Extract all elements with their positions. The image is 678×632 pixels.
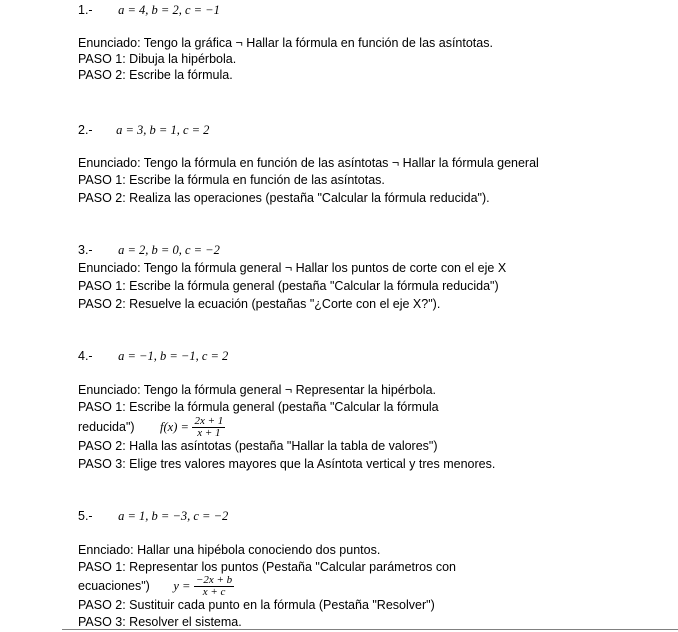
exercise-5-fraction bbox=[194, 575, 234, 598]
exercise-4-header bbox=[78, 348, 228, 364]
exercise-3-header bbox=[78, 242, 220, 258]
exercise-5-statement: Ennciado: Hallar una hipébola conociendo dos puntos. bbox=[78, 543, 381, 557]
exercise-2-statement: Enunciado: Tengo la fórmula en función de las asíntotas ¬ Hallar la fórmula general bbox=[78, 156, 539, 170]
exercise-5-step-1: PASO 1: Representar los puntos (Pestaña "Calcular parámetros con bbox=[78, 560, 457, 574]
exercise-1-number: 1.- bbox=[78, 3, 93, 17]
exercise-1-step-1: PASO 1: Dibuja la hipérbola. bbox=[78, 52, 237, 66]
exercise-4-fraction-denominator: x + 1 bbox=[197, 427, 221, 440]
exercise-4-fx-label: f(x) = bbox=[160, 420, 189, 434]
exercise-4-number: 4.- bbox=[78, 349, 93, 363]
exercise-5-fraction-denominator: x + c bbox=[202, 586, 226, 599]
exercise-2-step-2: PASO 2: Realiza las operaciones (pestaña "Calcular la fórmula reducida"). bbox=[78, 191, 490, 205]
exercise-5-fraction-numerator: −2x + b bbox=[195, 574, 233, 587]
exercise-1-header bbox=[78, 2, 220, 18]
exercise-2-step-1: PASO 1: Escribe la fórmula en función de las asíntotas. bbox=[78, 173, 385, 187]
exercise-5-step-1-cont bbox=[78, 573, 234, 599]
exercise-5-step-1-tail: ecuaciones") bbox=[78, 579, 150, 593]
exercise-3-params: a = 2, b = 0, c = −2 bbox=[118, 243, 220, 257]
exercise-4-params: a = −1, b = −1, c = 2 bbox=[118, 349, 229, 363]
exercise-4-step-2: PASO 2: Halla las asíntotas (pestaña "Hallar la tabla de valores") bbox=[78, 439, 438, 453]
exercise-4-fraction-numerator: 2x + 1 bbox=[194, 415, 224, 428]
exercise-5-params: a = 1, b = −3, c = −2 bbox=[118, 509, 229, 523]
exercise-1-params: a = 4, b = 2, c = −1 bbox=[118, 3, 220, 17]
exercise-1-step-2: PASO 2: Escribe la fórmula. bbox=[78, 68, 233, 82]
exercise-2-header bbox=[78, 122, 209, 138]
exercise-4-step-1-tail: reducida") bbox=[78, 420, 135, 434]
exercise-3-statement: Enunciado: Tengo la fórmula general ¬ Hallar los puntos de corte con el eje X bbox=[78, 261, 507, 275]
exercise-5-header bbox=[78, 508, 228, 524]
exercise-5-step-2: PASO 2: Sustituir cada punto en la fórmula (Pestaña "Resolver") bbox=[78, 598, 435, 612]
exercise-5-number: 5.- bbox=[78, 509, 93, 523]
exercise-3-step-1: PASO 1: Escribe la fórmula general (pestaña "Calcular la fórmula reducida") bbox=[78, 279, 499, 293]
exercise-2-number: 2.- bbox=[78, 123, 93, 137]
exercise-5-step-3: PASO 3: Resolver el sistema. bbox=[78, 615, 242, 629]
exercise-5-y-label: y = bbox=[173, 579, 191, 593]
bottom-divider bbox=[62, 629, 678, 630]
exercise-4-step-3: PASO 3: Elige tres valores mayores que la Asíntota vertical y tres menores. bbox=[78, 457, 496, 471]
exercise-4-statement: Enunciado: Tengo la fórmula general ¬ Representar la hipérbola. bbox=[78, 383, 436, 397]
exercise-4-step-1-cont bbox=[78, 414, 225, 440]
exercise-4-fraction bbox=[192, 416, 225, 439]
exercise-1-statement: Enunciado: Tengo la gráfica ¬ Hallar la fórmula en función de las asíntotas. bbox=[78, 36, 493, 50]
exercise-2-params: a = 3, b = 1, c = 2 bbox=[116, 123, 210, 137]
exercise-4-step-1: PASO 1: Escribe la fórmula general (pestaña "Calcular la fórmula bbox=[78, 400, 439, 414]
exercise-3-number: 3.- bbox=[78, 243, 93, 257]
exercise-3-step-2: PASO 2: Resuelve la ecuación (pestañas "¿Corte con el eje X?"). bbox=[78, 297, 441, 311]
